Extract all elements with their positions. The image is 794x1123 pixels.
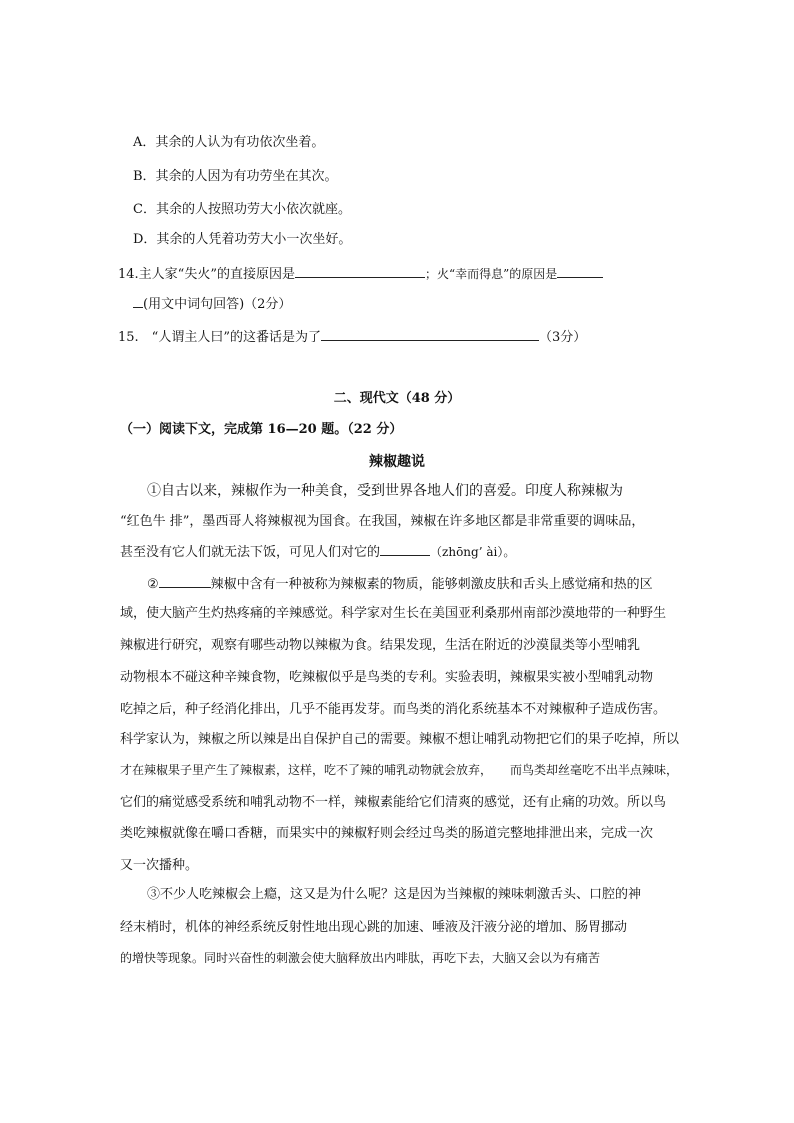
q15-text-1: 15. “人谓主人曰”的这番话是为了 xyxy=(118,330,321,345)
option-c: C．其余的人按照功劳大小依次就座。 xyxy=(133,202,351,217)
question-15 xyxy=(118,326,586,347)
q15-text-2: （3分） xyxy=(538,330,587,345)
para-text: 辣椒中含有一种被称为辣椒素的物质，能够刺激皮肤和舌头上感觉痛和热的区 xyxy=(210,577,653,592)
option-b: B．其余的人因为有功劳坐在其次。 xyxy=(133,169,338,184)
para-line xyxy=(147,573,653,594)
para-line: 辣椒进行研究，观察有哪些动物以辣椒为食。结果发现，生活在附近的沙漠鼠类等小型哺乳 xyxy=(120,638,641,653)
para-line: 经末梢时，机体的神经系统反射性地出现心跳的加速、唾液及汗液分泌的增加、肠胃挪动 xyxy=(120,920,628,935)
para-line: 吃掉之后，种子经消化排出，几乎不能再发芽。而鸟类的消化系统基本不对辣椒种子造成伤害。 xyxy=(120,702,667,717)
option-a: A．其余的人认为有功依次坐着。 xyxy=(133,135,325,150)
para-line: 科学家认为，辣椒之所以辣是出自保护自己的需要。辣椒不想让哺乳动物把它们的果子吃掉，所以 xyxy=(120,732,680,747)
question-14-cont xyxy=(133,293,291,314)
q14-text-3: (用文中词句回答)（2分） xyxy=(143,297,292,312)
q14-blank-1 xyxy=(295,263,425,278)
q15-blank xyxy=(321,326,539,341)
section-title: 二、现代文（48 分） xyxy=(333,391,461,406)
para-line: “红色牛 排”，墨西哥人将辣椒视为国食。在我国，辣椒在许多地区都是非常重要的调味品， xyxy=(120,514,645,529)
para-line: 才在辣椒果子里产生了辣椒素，这样，吃不了辣的哺乳动物就会放弃， 而鸟类却丝毫吃不出半点辣味， xyxy=(120,763,679,777)
q14-blank-2 xyxy=(557,263,603,278)
answer-blank xyxy=(159,573,211,588)
para-line: ③不少人吃辣椒会上瘾，这又是为什么呢？这是因为当辣椒的辣味刺激舌头、口腔的神 xyxy=(147,887,642,902)
para-line: 类吃辣椒就像在嚼口香糖，而果实中的辣椒籽则会经过鸟类的肠道完整地排泄出来，完成一次 xyxy=(120,826,654,841)
para-text: （zhōng’ ài）。 xyxy=(430,545,516,559)
para-line: ①自古以来，辣椒作为一种美食，受到世界各地人们的喜爱。印度人称辣椒为 xyxy=(147,483,623,499)
para-line: 动物根本不碰这种辛辣食物，吃辣椒似乎是鸟类的专利。实验表明，辣椒果实被小型哺乳动物 xyxy=(120,670,654,685)
q14-text-1: 14.主人家“失火”的直接原因是 xyxy=(118,267,295,282)
answer-blank xyxy=(380,541,430,556)
para-line: 它们的痛觉感受系统和哺乳动物不一样，辣椒素能给它们清爽的感觉，还有止痛的功效。所以鸟 xyxy=(120,795,667,810)
section-subtitle: （一）阅读下文，完成第 16—20 题。（22 分） xyxy=(120,422,403,437)
para-text: 甚至没有它人们就无法下饭，可见人们对它的 xyxy=(120,545,381,560)
article-title: 辣椒趣说 xyxy=(369,454,425,470)
para-line xyxy=(120,541,515,562)
q14-blank-3 xyxy=(133,293,143,308)
option-d: D．其余的人凭着功劳大小一次坐好。 xyxy=(133,232,352,247)
para-text: ② xyxy=(147,577,159,592)
para-line: 域，使大脑产生灼热疼痛的辛辣感觉。科学家对生长在美国亚利桑那州南部沙漠地带的一种野生 xyxy=(120,606,667,621)
para-line: 的增快等现象。同时兴奋性的刺激会使大脑释放出内啡肽，再吃下去，大脑又会以为有痛苦 xyxy=(120,951,601,965)
para-line: 又一次播种。 xyxy=(120,858,199,873)
question-14 xyxy=(118,263,603,284)
q14-text-2: ；火“幸而得息”的原因是 xyxy=(424,267,558,281)
